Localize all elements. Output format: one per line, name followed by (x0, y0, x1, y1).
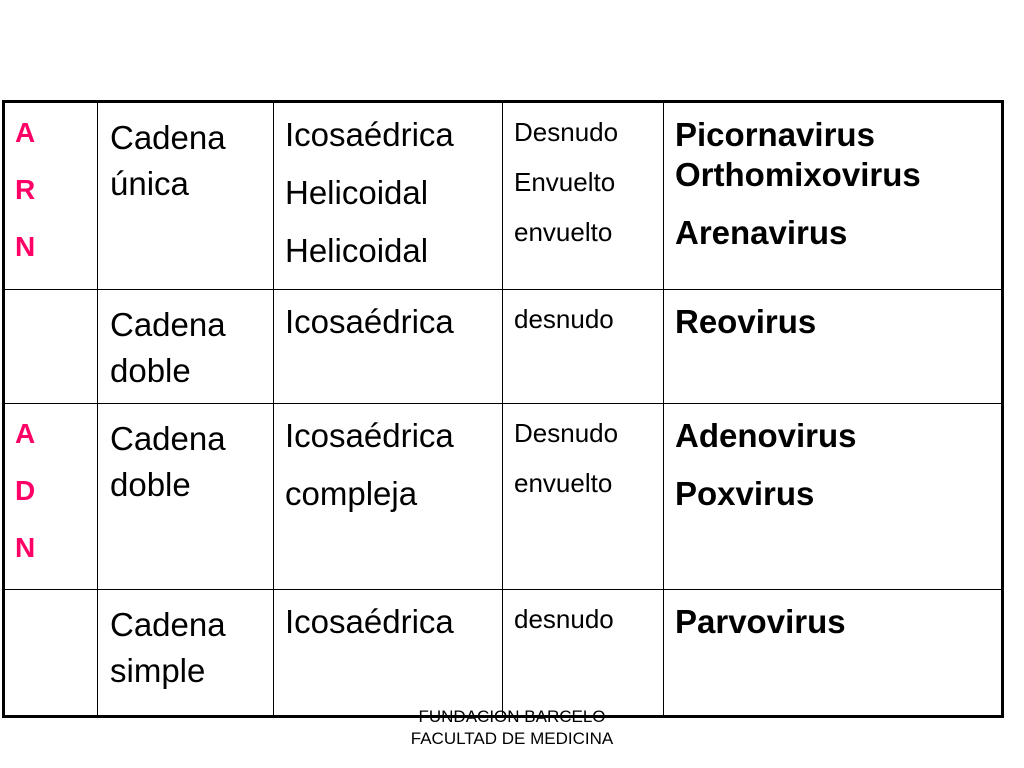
symmetry-text: Helicoidal (285, 232, 429, 269)
strand-text: Cadena doble (110, 306, 226, 389)
family-cell (664, 102, 1003, 290)
strand-text: Cadena doble (110, 420, 226, 503)
table-row (4, 102, 1003, 290)
family-text: Arenavirus (675, 214, 848, 251)
envelope-cell (503, 404, 664, 590)
envelope-cell (503, 102, 664, 290)
nucleic-acid-type-cell (4, 590, 98, 717)
virus-classification-table (2, 100, 1004, 718)
type-letter: D (15, 475, 36, 506)
symmetry-cell (274, 404, 503, 590)
envelope-text: Envuelto (514, 167, 616, 197)
footer-institution: FUNDACION BARCELO (418, 707, 606, 726)
symmetry-text: Icosaédrica (285, 603, 454, 640)
family-text: Orthomixovirus (675, 156, 921, 193)
type-letter: R (15, 174, 36, 205)
family-cell (664, 290, 1003, 404)
nucleic-acid-type-cell (4, 290, 98, 404)
strand-cell (98, 404, 274, 590)
type-letter: A (15, 418, 36, 449)
table-row (4, 290, 1003, 404)
envelope-text: desnudo (514, 604, 614, 634)
symmetry-cell (274, 290, 503, 404)
symmetry-text: Icosaédrica (285, 303, 454, 340)
strand-cell (98, 102, 274, 290)
family-text: Reovirus (675, 303, 817, 340)
family-cell (664, 590, 1003, 717)
envelope-text: envuelto (514, 468, 613, 498)
symmetry-cell (274, 102, 503, 290)
symmetry-cell (274, 590, 503, 717)
table-row (4, 590, 1003, 717)
family-cell (664, 404, 1003, 590)
envelope-text: desnudo (514, 304, 614, 334)
type-letter: N (15, 532, 36, 563)
family-text: Parvovirus (675, 603, 846, 640)
symmetry-text: Helicoidal (285, 174, 429, 211)
type-letter: A (15, 117, 36, 148)
type-letter: N (15, 231, 36, 262)
envelope-text: Desnudo (514, 418, 619, 448)
footer (0, 706, 1024, 750)
symmetry-text: Icosaédrica (285, 417, 454, 454)
table-row (4, 404, 1003, 590)
envelope-cell (503, 590, 664, 717)
symmetry-text: Icosaédrica (285, 116, 454, 153)
family-text: Poxvirus (675, 475, 815, 512)
nucleic-acid-type-cell (4, 102, 98, 290)
envelope-text: envuelto (514, 217, 613, 247)
family-text: Adenovirus (675, 417, 857, 454)
envelope-cell (503, 290, 664, 404)
strand-text: Cadena simple (110, 606, 226, 689)
symmetry-text: compleja (285, 475, 418, 512)
envelope-text: Desnudo (514, 117, 619, 147)
strand-text: Cadena única (110, 119, 226, 202)
strand-cell (98, 290, 274, 404)
nucleic-acid-type-cell (4, 404, 98, 590)
family-text: Picornavirus (675, 116, 875, 153)
footer-faculty: FACULTAD DE MEDICINA (410, 729, 614, 748)
strand-cell (98, 590, 274, 717)
